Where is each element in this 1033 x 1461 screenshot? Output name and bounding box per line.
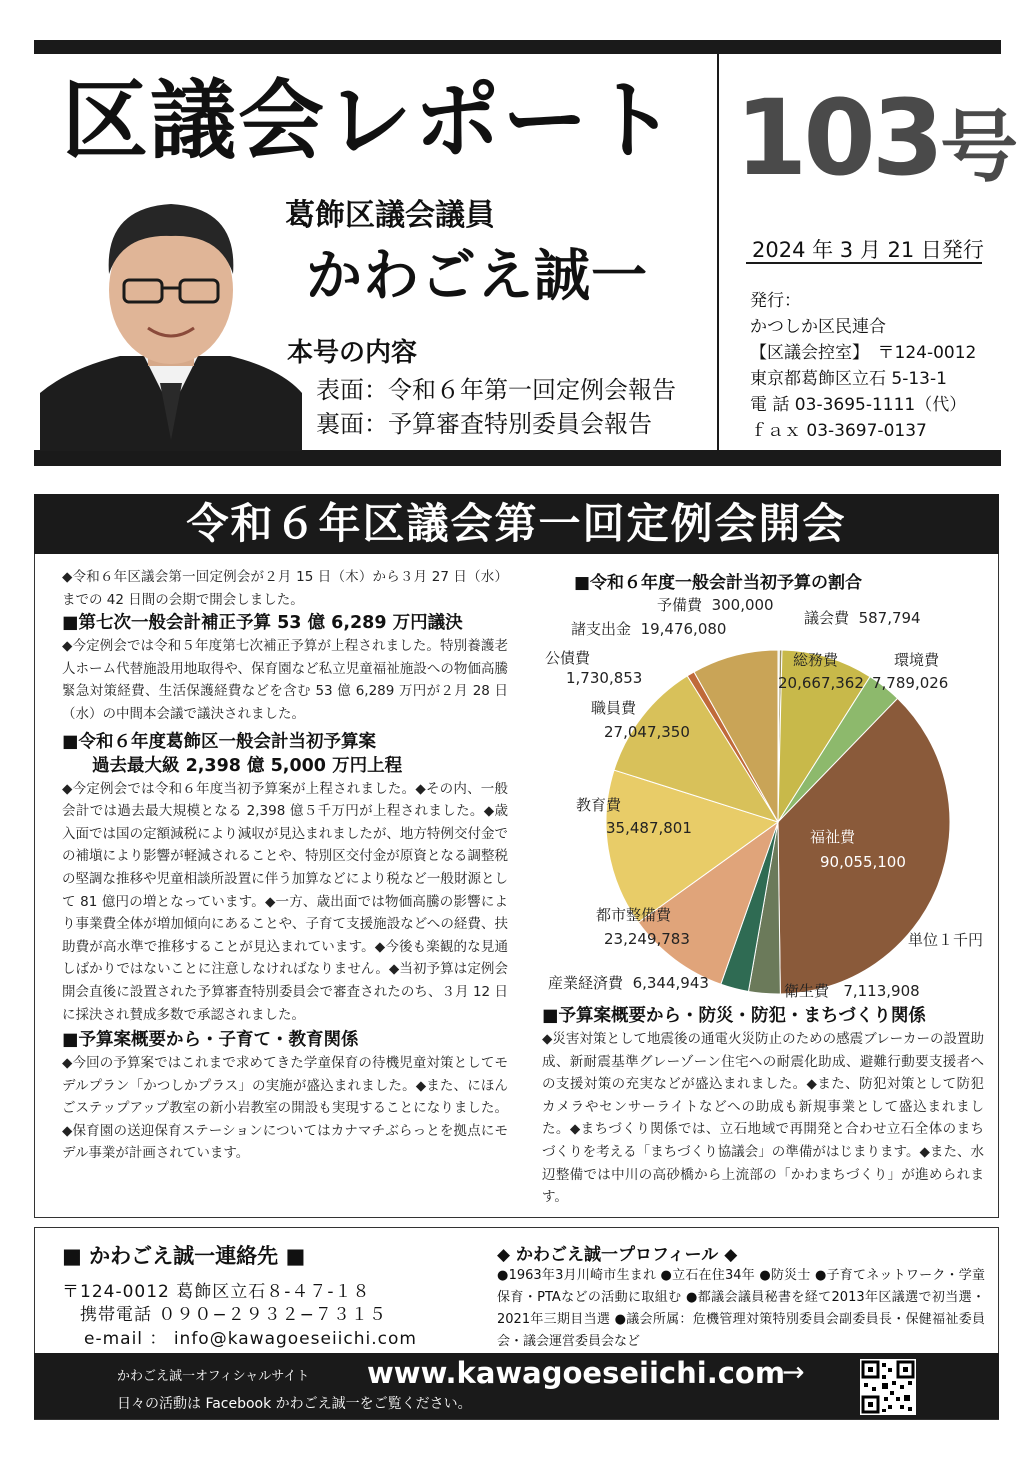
label-welfare: 福祉費 (810, 828, 856, 846)
contact-email[interactable]: e-mail ： info@kawagoeseiichi.com (84, 1329, 417, 1349)
value-debt: 1,730,853 (566, 669, 643, 687)
initial-budget-heading: ■令和６年度葛飾区一般会計当初予算案 (62, 731, 377, 752)
label-staff: 職員費 (591, 699, 637, 717)
header-top-rule (34, 40, 1001, 54)
label-misc: 諸支出金 19,476,080 (571, 620, 727, 638)
childcare-text: ◆今回の予算案ではこれまで求めてきた学童保育の待機児童対策としてモデルプラン「かつしかプラス」の実施が盛込まれました。◆また、にほんごステップアップ教室の新小岩教室の開設も実現することになりました。◆保育園の送迎保育ステーションについてはカナマチぶらっとを拠点にモデル事業が計画されています。 (62, 1055, 508, 1162)
value-environment: 7,789,026 (872, 674, 949, 692)
contact-mobile: 携帯電話 ０９０−２９３２−７３１５ (80, 1305, 387, 1325)
profile-text: ●1963年3月川崎市生まれ ●立石在住34年 ●防災士 ●子育てネットワーク・学童保育・PTAなどの活動に取組む ●都議会議員秘書を経て2013年区議選で初当選・2021年三期目当選 ●議会所属：危機管理対策特別委員会副委員長・保健福祉委員会・議会運営委員会など (497, 1268, 985, 1349)
supplementary-budget-heading: ■第七次一般会計補正予算 53 億 6,289 万円議決 (62, 613, 463, 634)
contact-heading: ■ かわごえ誠一連絡先 ■ (62, 1244, 306, 1268)
value-staff: 27,047,350 (604, 723, 690, 741)
value-education: 35,487,801 (606, 819, 692, 837)
publisher-name: かつしか区民連合 (750, 317, 886, 337)
left-column (62, 566, 508, 1165)
contents-heading: 本号の内容 (287, 338, 418, 368)
arrow-right-icon: → (782, 1357, 805, 1388)
disaster-prevention-text: ◆災害対策として地震後の通電火災防止のための感震ブレーカーの設置助成、新耐震基準グレーゾーン住宅への耐震化助成、避難行動要支援者への支援対策の充実などが盛込まれました。◆また、防犯対策として防犯カメラやセンサーライトなどへの助成も新規事業として盛込まれました。◆まちづくり関係では、立石地域で再開発と合わせ立石全体のまちづくりを考える「まちづくり協議会」の準備がはじまります。◆また、水辺整備では中川の高砂橋から上流部の「かわまちづくり」が進められます。 (542, 1031, 984, 1206)
right-column (542, 1004, 984, 1209)
label-debt: 公債費 (545, 649, 591, 667)
issue-number: 103号 (735, 77, 1019, 199)
portrait-photo (40, 178, 302, 451)
header-bottom-rule (34, 450, 1001, 466)
label-reserve: 予備費 300,000 (657, 596, 774, 614)
header-divider (717, 54, 719, 450)
label-urban: 都市整備費 (596, 906, 672, 924)
value-general-affairs: 20,667,362 (778, 674, 864, 692)
address-line: 東京都葛飾区立石 5-13-1 (750, 369, 947, 389)
footer-bar (34, 1353, 999, 1419)
member-name: かわごえ誠一 (306, 244, 648, 309)
unit-label: 単位１千円 (908, 931, 984, 949)
label-industry: 産業経済費 6,344,943 (548, 974, 709, 992)
issue-date: 2024 年 3 月 21 日発行 (752, 238, 984, 262)
label-general-affairs: 総務費 (793, 651, 839, 669)
facebook-note: 日々の活動は Facebook かわごえ誠一をご覧ください。 (117, 1396, 472, 1412)
label-education: 教育費 (576, 796, 622, 814)
site-label: かわごえ誠一オフィシャルサイト (117, 1369, 310, 1384)
report-title: 区議会レポート (62, 71, 678, 171)
phone-line: 電 話 03-3695-1111（代） (750, 395, 967, 415)
publisher-block (750, 288, 976, 444)
label-environment: 環境費 (894, 651, 940, 669)
initial-budget-text: ◆今定例会では令和６年度当初予算案が上程されました。◆その内、一般会計では過去最大規模となる 2,398 億５千万円が上程されました。◆歳入面では国の定額減税により減収が見込まれましたが、地方特例交付金での補塡により影響が軽減されることや、特別区交付金が原資となる調整税の堅調な推移や児童相談所設置に伴う加算などにより税など一般財源として 81 億円の増となっています。◆一方、歳出面では物価高騰の影響により事業費全体が増加傾向にあることや、子育て支援施設などへの経費、扶助費が高水準で推移することが見込まれています。◆今後も楽観的な見通しばかりではないことに注意しなければなりません。◆当初予算は定例会開会直後に設置された予算審査特別委員会で審査されたのち、３月 12 日に採決され賛成多数で承認されました。 (62, 780, 508, 1023)
publisher-label: 発行： (750, 291, 801, 311)
qr-code-icon[interactable] (860, 1359, 916, 1415)
intro-text: ◆令和６年区議会第一回定例会が２月 15 日（木）から３月 27 日（水）までの 42 日間の会期で開会しました。 (62, 569, 508, 608)
supplementary-budget-text: ◆今定例会では令和５年度第七次補正予算が上程されました。特別養護老人ホーム代替施設用地取得や、保育園など私立児童福祉施設への物価高騰緊急対策経費、生活保護経費などを含む 53 億 6,289 万円が２月 28 日（水）の中間本会議で議決されました。 (62, 638, 508, 722)
date-underline (746, 262, 982, 264)
member-role: 葛飾区議会議員 (285, 198, 495, 233)
childcare-heading: ■予算案概要から・子育て・教育関係 (62, 1030, 359, 1051)
value-urban: 23,249,783 (604, 930, 690, 948)
disaster-prevention-heading: ■予算案概要から・防災・防犯・まちづくり関係 (542, 1006, 926, 1026)
value-welfare: 90,055,100 (820, 853, 906, 871)
fax-line: ｆａｘ 03-3697-0137 (750, 421, 927, 441)
label-assembly: 議会費 587,794 (804, 609, 921, 627)
profile-heading: ◆ かわごえ誠一プロフィール ◆ (497, 1245, 738, 1265)
contents-back: 裏面：予算審査特別委員会報告 (316, 410, 652, 438)
label-health: 衛生費 7,113,908 (784, 982, 920, 1000)
chart-title: ■令和６年度一般会計当初予算の割合 (574, 573, 863, 593)
contents-front: 表面：令和６年第一回定例会報告 (316, 376, 676, 404)
section-banner: 令和６年区議会第一回定例会開会 (34, 494, 999, 554)
initial-budget-subheading: 過去最大級 2,398 億 5,000 万円上程 (92, 755, 403, 776)
site-url-link[interactable]: www.kawagoeseiichi.com (367, 1356, 786, 1390)
office-line: 【区議会控室】 〒124-0012 (750, 343, 977, 363)
contact-address: 〒124-0012 葛飾区立石８-４７-１８ (62, 1282, 371, 1302)
